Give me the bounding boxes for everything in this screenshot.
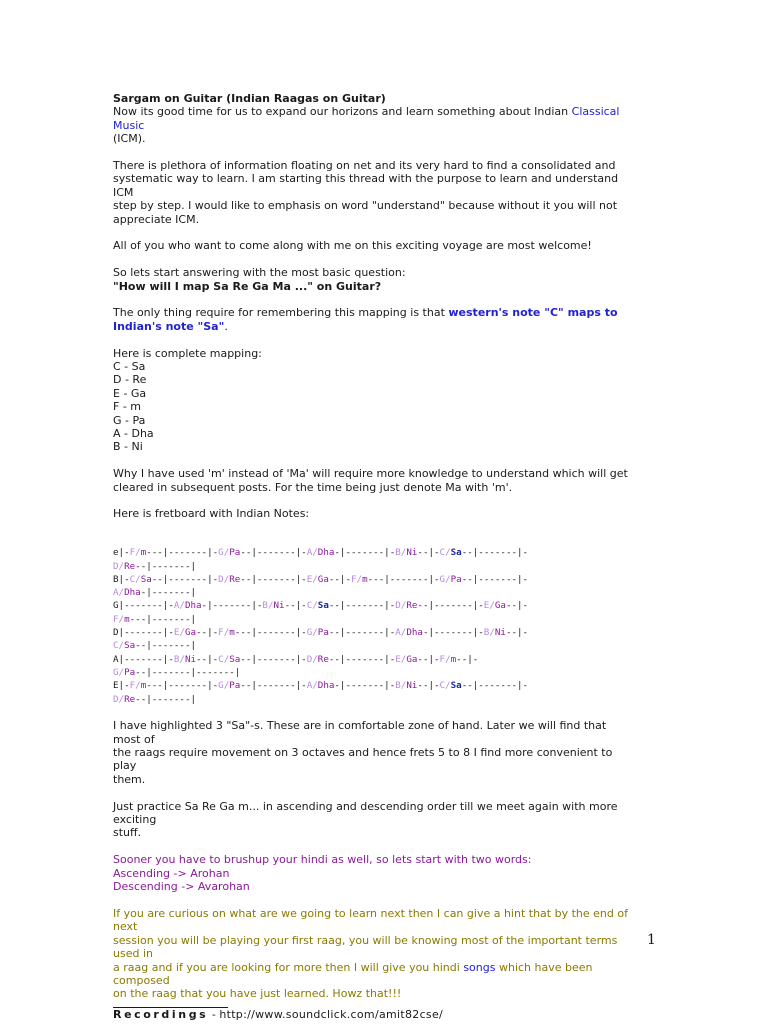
tab-text: G|-------|- (113, 600, 174, 612)
tab-text: e|- (113, 547, 130, 559)
document-body (113, 92, 633, 1021)
tab-text: ---|-------|- (146, 547, 219, 559)
indian-note: m (140, 680, 147, 692)
hindi-descending: Descending -> Avarohan (113, 880, 250, 894)
tab-text: ---|-------|- (234, 627, 307, 639)
indian-note: Ga (406, 653, 418, 665)
next-line-3 (113, 961, 633, 988)
tab-text: --|-------|-------| (135, 666, 241, 678)
mapping-intro: Here is complete mapping: (113, 346, 262, 360)
tab-text: ---|-------|- (367, 573, 440, 585)
tab-text: --|- (456, 653, 479, 665)
tab-line (113, 679, 633, 692)
mapping-rule (113, 306, 633, 319)
hindi-ascending: Ascending -> Arohan (113, 866, 230, 880)
western-note: B/ (483, 627, 495, 639)
tab-text: --|- (417, 653, 440, 665)
tab-line (113, 693, 633, 706)
next-line-3-after: which have been composed (113, 960, 593, 987)
signature-separator: - (208, 1007, 220, 1021)
tab-line (113, 639, 633, 652)
tab-text: E|- (113, 680, 130, 692)
western-note: C/ (439, 680, 451, 692)
tab-text: --|- (328, 573, 351, 585)
western-note: F/ (439, 653, 451, 665)
highlight-line-1: I have highlighted 3 "Sa"-s. These are in comfortable zone of hand. Later we will find that most of (113, 719, 607, 746)
intro-text: Now its good time for us to expand our horizons and learn something about Indian (113, 105, 572, 119)
classical-music-link[interactable]: Classical Music (113, 105, 620, 132)
highlight-line-3: them. (113, 772, 146, 786)
info-line-2: systematic way to learn. I am starting this thread with the purpose to learn and understand ICM (113, 172, 619, 199)
tab-text: --|- (505, 600, 529, 612)
indian-note: Pa (317, 627, 329, 639)
mapping-item: A - Dha (113, 427, 154, 441)
tab-text: D|-------|- (113, 627, 174, 639)
tab-text: A|-------|- (113, 653, 174, 665)
sa-highlight: Sa (317, 600, 329, 612)
western-note: D/ (113, 693, 125, 705)
tab-text: -|-------|- (201, 600, 263, 612)
why-m-line-2: cleared in subsequent posts. For the time being just denote Ma with 'm'. (113, 480, 513, 494)
indian-note: Sa (229, 653, 241, 665)
tab-line (113, 613, 633, 626)
indian-note: Dha (317, 547, 335, 559)
indian-note: Re (317, 653, 329, 665)
question-intro: So lets start answering with the most basic question: (113, 266, 406, 280)
sa-highlight: Sa (450, 680, 462, 692)
indian-note: Ni (273, 600, 285, 612)
tab-text: -|-------|- (422, 627, 484, 639)
mapping-rule-end: . (224, 319, 228, 333)
tab-text: ---|-------|- (146, 680, 219, 692)
western-note: D/ (218, 573, 230, 585)
western-note: C/ (113, 640, 125, 652)
indian-note: Ni (494, 627, 506, 639)
indian-note: m (140, 547, 147, 559)
next-line-4: on the raag that you have just learned. Howz that!!! (113, 987, 402, 1001)
tab-text: --|-------|- (240, 653, 307, 665)
mapping-item: G - Pa (113, 413, 146, 427)
tab-line (113, 560, 633, 573)
western-note: A/ (173, 600, 185, 612)
western-note: F/ (351, 573, 363, 585)
western-note: G/ (439, 573, 451, 585)
western-note: B/ (262, 600, 274, 612)
mapping-highlight-1: western's note "C" maps to (448, 306, 618, 320)
indian-note: Pa (229, 680, 241, 692)
western-note: E/ (173, 627, 185, 639)
indian-note: Sa (124, 640, 136, 652)
tab-text: -|-------|- (334, 547, 396, 559)
tab-text: --|- (417, 680, 440, 692)
tab-text: --|-------|- (417, 600, 484, 612)
tab-line (113, 666, 633, 679)
indian-note: Pa (450, 573, 462, 585)
tab-text: --|- (196, 653, 219, 665)
tab-line (113, 546, 633, 559)
western-note: F/ (113, 613, 125, 625)
info-line-3: step by step. I would like to emphasis on word "understand" because without it you will not (113, 199, 618, 213)
document-title: Sargam on Guitar (Indian Raagas on Guitar) (113, 92, 386, 105)
info-line-1: There is plethora of information floating on net and its very hard to find a consolidated and (113, 159, 616, 173)
tab-text: -|-------|- (334, 680, 396, 692)
tab-line (113, 626, 633, 639)
tab-text: --|-------|- (240, 547, 307, 559)
mapping-rule-cont (113, 320, 633, 333)
indian-note: Ga (184, 627, 197, 639)
intro-icm: (ICM). (113, 132, 146, 146)
why-m-line-1: Why I have used 'm' instead of 'Ma' will require more knowledge to understand which will get (113, 467, 628, 481)
western-note: B/ (173, 653, 185, 665)
practice-line-2: stuff. (113, 826, 142, 840)
tab-text: --|-------|- (328, 627, 396, 639)
western-note: E/ (306, 573, 318, 585)
western-note: C/ (218, 653, 230, 665)
western-note: D/ (395, 600, 407, 612)
fretboard-tab (113, 546, 633, 706)
sa-highlight: Sa (450, 547, 462, 559)
tab-text: --|-------| (135, 693, 197, 705)
mapping-highlight-2: Indian's note "Sa" (113, 319, 225, 333)
fretboard-intro: Here is fretboard with Indian Notes: (113, 507, 310, 521)
indian-note: Sa (140, 573, 152, 585)
tab-text: --|- (284, 600, 307, 612)
next-line-2: session you will be playing your first raag, you will be knowing most of the important terms used in (113, 933, 618, 961)
tab-text: --|-------|- (240, 680, 307, 692)
western-note: G/ (218, 547, 230, 559)
western-note: A/ (113, 587, 125, 599)
tab-text: --|- (417, 547, 440, 559)
indian-note: Re (406, 600, 418, 612)
tab-text: --|-------|- (461, 547, 529, 559)
western-note: C/ (306, 600, 318, 612)
indian-note: Re (124, 560, 136, 572)
indian-note: Ga (317, 573, 329, 585)
tab-text: -|-------| (140, 587, 197, 599)
western-note: A/ (395, 627, 407, 639)
tab-text: --|-------|- (328, 653, 396, 665)
indian-note: Ni (406, 547, 418, 559)
indian-note: Pa (229, 547, 241, 559)
indian-note: Dha (317, 680, 335, 692)
mapping-item: D - Re (113, 373, 147, 387)
page-number: 1 (647, 932, 656, 948)
hindi-line-1: Sooner you have to brushup your hindi as well, so lets start with two words: (113, 853, 532, 867)
indian-note: Re (229, 573, 241, 585)
western-note: G/ (218, 680, 230, 692)
mapping-item: E - Ga (113, 386, 147, 400)
tab-line (113, 586, 633, 599)
mapping-item: B - Ni (113, 440, 143, 454)
intro-paragraph (113, 105, 633, 132)
recordings-url[interactable]: http://www.soundclick.com/amit82cse/ (219, 1007, 444, 1021)
tab-text: --|-------|- (151, 573, 219, 585)
western-note: G/ (113, 666, 125, 678)
western-note: F/ (129, 680, 141, 692)
tab-text: --|-------|- (461, 680, 529, 692)
western-note: C/ (439, 547, 451, 559)
mapping-item: C - Sa (113, 360, 146, 374)
tab-text: --|-------| (135, 560, 197, 572)
indian-note: m (450, 653, 457, 665)
western-note: F/ (129, 547, 141, 559)
welcome-text: All of you who want to come along with me on this exciting voyage are most welcome! (113, 239, 592, 253)
tab-text: --|-------|- (240, 573, 307, 585)
info-line-4: appreciate ICM. (113, 212, 200, 226)
indian-note: Dha (406, 627, 423, 639)
indian-note: m (124, 613, 130, 625)
western-note: E/ (483, 600, 495, 612)
songs-link[interactable]: songs (463, 960, 496, 974)
western-note: B/ (395, 547, 407, 559)
tab-text: --|- (505, 627, 529, 639)
western-note: A/ (306, 680, 318, 692)
tab-text: B|- (113, 573, 130, 585)
western-note: F/ (218, 627, 230, 639)
practice-line-1: Just practice Sa Re Ga m... in ascending and descending order till we meet again with more exciting (113, 799, 618, 827)
next-line-1: If you are curious on what are we going to learn next then I can give a hint that by the end of next (113, 906, 628, 934)
western-note: D/ (113, 560, 125, 572)
indian-note: Re (124, 693, 136, 705)
indian-note: Pa (124, 666, 136, 678)
tab-text: --|-------| (135, 640, 197, 652)
question-text: "How will I map Sa Re Ga Ma ..." on Guitar? (113, 279, 382, 293)
indian-note: Ni (406, 680, 418, 692)
mapping-item: F - m (113, 400, 142, 414)
indian-note: Ni (184, 653, 197, 665)
tab-text: ---|-------| (129, 613, 197, 625)
highlight-line-2: the raags require movement on 3 octaves and hence frets 5 to 8 I find more convenient to play (113, 746, 613, 773)
western-note: G/ (306, 627, 318, 639)
tab-line (113, 573, 633, 586)
signature-line (113, 1008, 633, 1021)
tab-text: --|- (196, 627, 219, 639)
indian-note: Dha (184, 600, 202, 612)
western-note: D/ (306, 653, 318, 665)
western-note: B/ (395, 680, 407, 692)
tab-line (113, 599, 633, 612)
tab-text: --|-------|- (328, 600, 396, 612)
indian-note: m (229, 627, 235, 639)
western-note: E/ (395, 653, 407, 665)
indian-note: Dha (124, 587, 141, 599)
western-note: A/ (306, 547, 318, 559)
next-line-3-text: a raag and if you are looking for more then I will give you hindi (113, 960, 464, 974)
recordings-label: Recordings (113, 1007, 209, 1021)
mapping-rule-text: The only thing require for remembering this mapping is that (113, 306, 449, 320)
tab-line (113, 653, 633, 666)
tab-text: --|-------|- (461, 573, 529, 585)
western-note: C/ (129, 573, 141, 585)
indian-note: Ga (494, 600, 506, 612)
indian-note: m (362, 573, 368, 585)
